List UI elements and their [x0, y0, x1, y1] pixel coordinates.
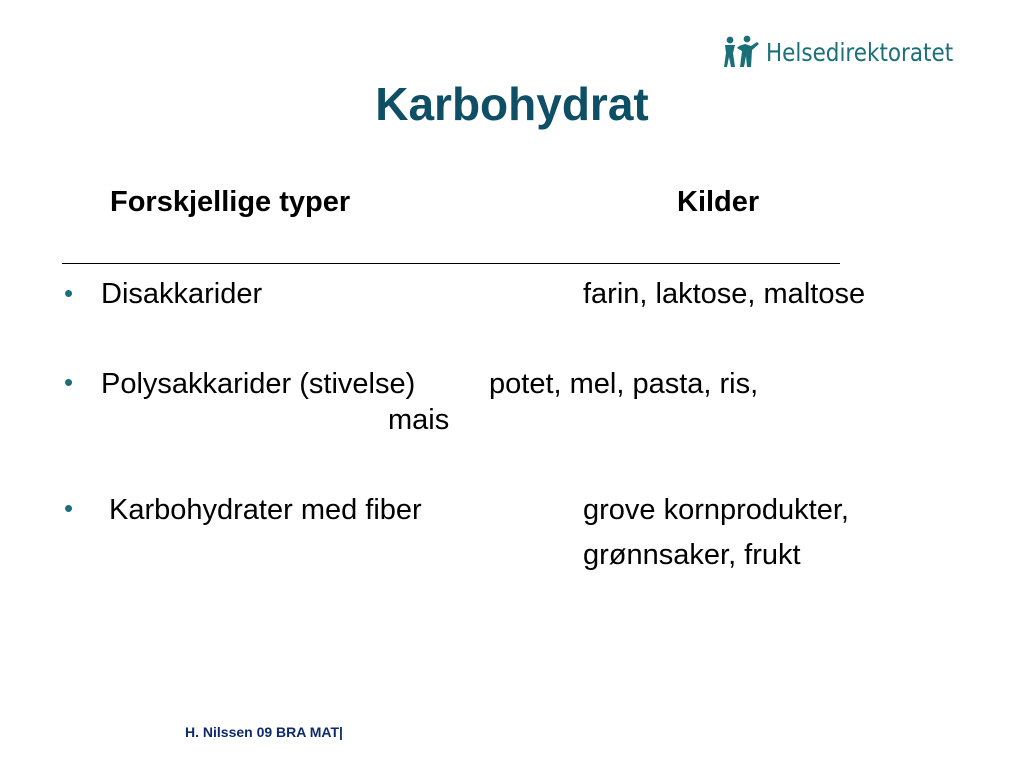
column-header-types: Forskjellige typer — [110, 186, 351, 218]
list-item-sources: farin, laktose, maltose — [583, 278, 866, 310]
slide-title: Karbohydrat — [375, 78, 649, 130]
bullet-icon: • — [64, 493, 74, 523]
list-item-type: Polysakkarider (stivelse) — [101, 368, 416, 400]
list-item-type: Disakkarider — [101, 278, 263, 310]
footer-text: H. Nilssen 09 BRA MAT| — [185, 724, 343, 740]
list-item-sources-continued: mais — [388, 404, 450, 436]
list-item-sources: potet, mel, pasta, ris, — [489, 368, 759, 400]
header-divider — [62, 263, 840, 264]
list-item-sources-continued: grønnsaker, frukt — [583, 539, 801, 571]
helsedirektoratet-logo — [722, 34, 984, 70]
list-item-type: Karbohydrater med fiber — [109, 494, 422, 526]
helsedirektoratet-figure-icon — [722, 34, 762, 70]
logo-text: Helsedirektoratet — [766, 37, 954, 67]
list-item-sources: grove kornprodukter, — [583, 494, 849, 526]
column-header-sources: Kilder — [677, 186, 760, 218]
bullet-icon: • — [64, 278, 74, 308]
bullet-icon: • — [64, 367, 74, 397]
